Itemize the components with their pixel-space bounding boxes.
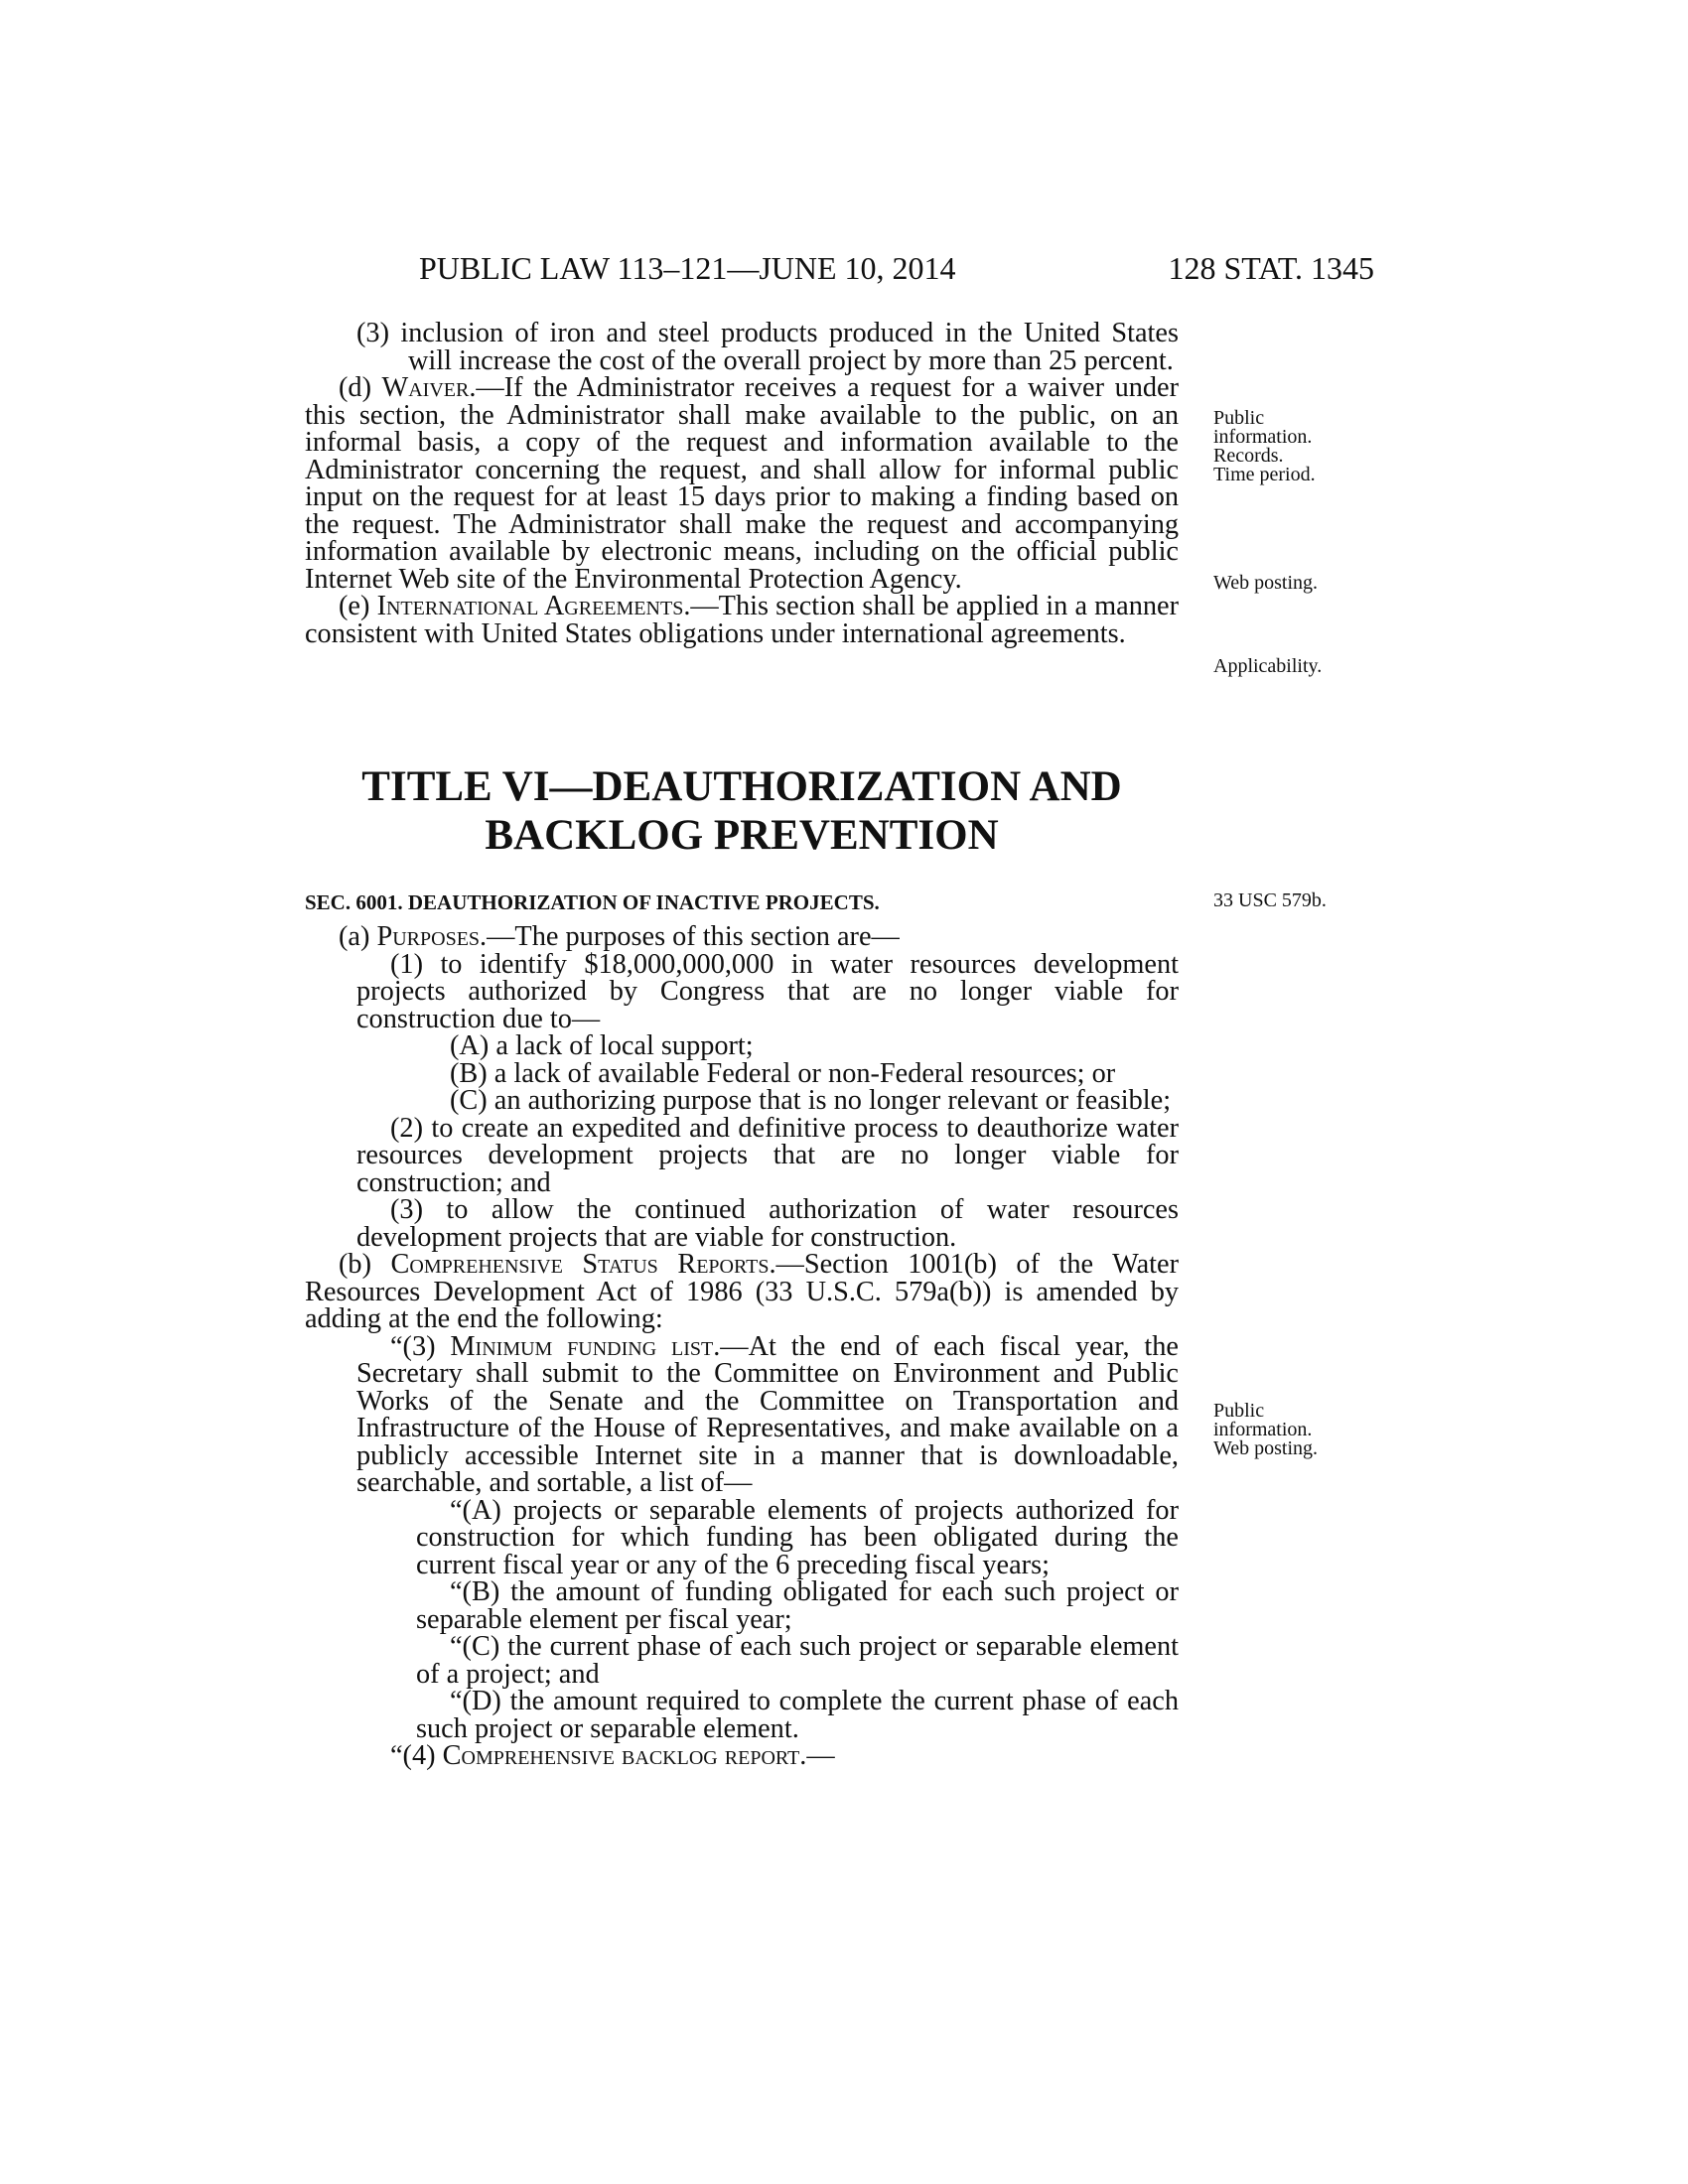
subsection-text: .—Section 1001(b) of the Water Resources Development Act of 1986 (33 U.S.C. 579a(b)) is amended by adding at the end the following: bbox=[305, 1249, 1179, 1334]
subsection-label: (d) bbox=[339, 372, 382, 403]
subparagraph-a1B: (B) a lack of available Federal or non-Federal resources; or bbox=[450, 1057, 1116, 1089]
margin-note-usc-citation: 33 USC 579b. bbox=[1213, 889, 1327, 911]
margin-note-public-information bbox=[1213, 409, 1316, 484]
paragraph-a2: (2) to create an expedited and definitive process to deauthorize water resources development projects that are no longer viable for construction; and bbox=[356, 1112, 1179, 1198]
subsection-heading: Comprehensive Status Reports bbox=[390, 1249, 770, 1280]
subsection-heading: Purposes bbox=[376, 921, 481, 952]
margin-note-applicability: Applicability. bbox=[1213, 655, 1323, 677]
margin-note-public-information-2 bbox=[1213, 1402, 1318, 1458]
quoted-subparagraph-A: “(A) projects or separable elements of projects authorized for construction for which funding has been obligated during the current fiscal year or any of the 6 preceding fiscal years; bbox=[416, 1494, 1179, 1580]
body-block-1 bbox=[305, 320, 1179, 647]
paragraph-heading: Minimum funding list bbox=[450, 1330, 714, 1362]
title-line-2: BACKLOG PREVENTION bbox=[485, 812, 999, 859]
subsection-text: .—If the Administrator receives a request for a waiver under this section, the Administrator shall make available to the public, on an informal basis, a copy of the request and information available to the Administrator concerning the request, and shall allow for informal public input on the request for at least 15 days prior to making a finding based on the request. The Administrator shall make the request and accompanying information available by electronic means, including on the official public Internet Web site of the Environmental Protection Agency. bbox=[305, 372, 1179, 595]
quoted-subparagraph-D: “(D) the amount required to complete the current phase of each such project or separable element. bbox=[416, 1686, 1179, 1744]
subsection-heading: Waiver bbox=[381, 372, 470, 403]
margin-note-line: Public bbox=[1213, 407, 1265, 429]
margin-note-line: Records. bbox=[1213, 445, 1284, 467]
margin-note-line: Public bbox=[1213, 1400, 1265, 1422]
subsection-label: (b) bbox=[339, 1249, 391, 1280]
subsection-text: .—This section shall be applied in a manner consistent with United States obligations under international agreements. bbox=[305, 591, 1179, 649]
quoted-subparagraph-C: “(C) the current phase of each such project or separable element of a project; and bbox=[416, 1631, 1179, 1690]
paragraph-text: .— bbox=[799, 1740, 835, 1771]
paragraph-heading: Comprehensive backlog report bbox=[442, 1740, 800, 1771]
paragraph-a1: (1) to identify $18,000,000,000 in water resources development projects authorized by Congress that are no longer viable for construction due to— bbox=[356, 948, 1179, 1034]
subsection-heading: International Agreements bbox=[376, 591, 684, 621]
subsection-b-status-reports bbox=[305, 1251, 1179, 1333]
paragraph-text: .—At the end of each fiscal year, the Secretary shall submit to the Committee on Environment and Public Works of the Senate and the Committee on Transportation and Infrastructure of the House of Representatives, and make available on a publicly accessible Internet site in a manner that is downloadable, searchable, and sortable, a list of— bbox=[356, 1330, 1179, 1498]
subsection-label: (e) bbox=[339, 591, 377, 621]
subparagraph-a1A: (A) a lack of local support; bbox=[450, 1030, 754, 1061]
margin-note-line: Time period. bbox=[1213, 464, 1316, 485]
subsection-d-waiver bbox=[305, 374, 1179, 593]
subsection-e-international bbox=[305, 593, 1179, 647]
subparagraph-a1C: (C) an authorizing purpose that is no longer relevant or feasible; bbox=[450, 1085, 1172, 1116]
subsection-label: (a) bbox=[339, 921, 377, 952]
paragraph-label: “(3) bbox=[390, 1330, 451, 1362]
paragraph-label: “(4) bbox=[390, 1740, 443, 1771]
margin-note-line: information. bbox=[1213, 426, 1313, 448]
quoted-subparagraph-B: “(B) the amount of funding obligated for each such project or separable element per fiscal year; bbox=[416, 1576, 1179, 1635]
statute-page-number: 128 STAT. 1345 bbox=[1168, 250, 1374, 286]
quoted-paragraph-3 bbox=[305, 1330, 1179, 1498]
title-heading bbox=[305, 762, 1179, 860]
paragraph-a3: (3) to allow the continued authorization of water resources development projects that are viable for construction. bbox=[356, 1194, 1179, 1253]
paragraph-3-iron-steel bbox=[305, 320, 1179, 374]
margin-note-line: Web posting. bbox=[1213, 1437, 1319, 1459]
margin-note-web-posting: Web posting. bbox=[1213, 572, 1319, 594]
title-line-1: TITLE VI—DEAUTHORIZATION AND bbox=[361, 763, 1122, 810]
paragraph-text: (3) inclusion of iron and steel products produced in the United States will increase the cost of the overall project by more than 25 percent. bbox=[356, 318, 1179, 376]
body-block-2 bbox=[305, 923, 1179, 1770]
quoted-paragraph-4 bbox=[305, 1742, 1179, 1770]
subsection-text: .—The purposes of this section are— bbox=[480, 921, 900, 952]
section-heading: SEC. 6001. DEAUTHORIZATION OF INACTIVE PROJECTS. bbox=[305, 890, 880, 914]
page-header bbox=[0, 250, 1688, 290]
subsection-a-purposes bbox=[305, 923, 1179, 951]
margin-note-line: information. bbox=[1213, 1419, 1313, 1440]
public-law-citation: PUBLIC LAW 113–121—JUNE 10, 2014 bbox=[419, 250, 956, 286]
